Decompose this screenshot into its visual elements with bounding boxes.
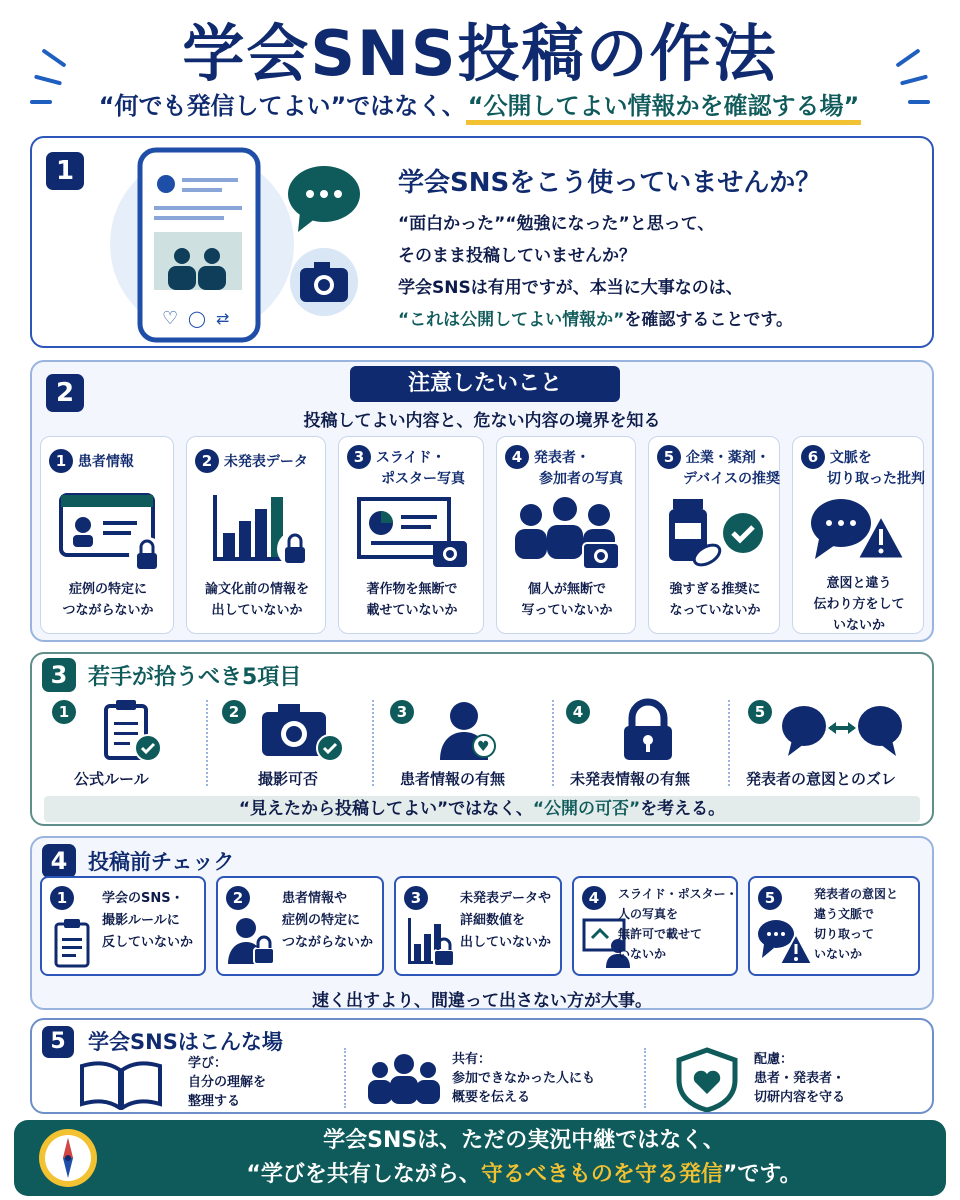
section-number: 3 — [42, 658, 76, 692]
role-text — [754, 1050, 845, 1107]
card-title: 企業・薬剤・ — [685, 450, 770, 466]
card-title-2: 参加者の写真 — [539, 471, 623, 487]
text-line: 詳細数値を — [460, 913, 526, 928]
svg-text:◯: ◯ — [188, 309, 206, 328]
body-tail: を確認することです。 — [624, 310, 793, 330]
text-line: 参加できなかった人にも — [452, 1071, 596, 1086]
text-line: 切研内容を守る — [754, 1090, 846, 1105]
body-line: そのまま投稿していませんか？ — [398, 246, 636, 266]
item-number: 4 — [566, 700, 590, 724]
text-line: 症例の特定に — [282, 913, 361, 928]
people-camera-icon — [509, 493, 625, 577]
padlock-icon — [614, 698, 684, 764]
open-book-icon — [76, 1058, 166, 1110]
text-line: 切り取って — [814, 927, 875, 941]
caution-card — [496, 436, 636, 634]
precheck-card — [572, 876, 738, 976]
divider — [728, 700, 730, 786]
conclusion-banner — [14, 1120, 946, 1196]
desc-line: 写っていないか — [521, 603, 613, 618]
desc-line: 意図と違う — [826, 576, 892, 591]
card-number: 4 — [582, 886, 606, 910]
section-1-heading: 学会SNSをこう使っていませんか？ — [398, 168, 822, 198]
section-number: 5 — [42, 1026, 74, 1058]
desc-line: 伝わり方をして — [813, 597, 905, 612]
card-number: 3 — [404, 886, 428, 910]
desc-line: いないか — [832, 618, 885, 633]
card-title: 未発表データ — [223, 454, 308, 470]
text-line: 反していないか — [102, 935, 194, 950]
card-title: 患者情報 — [77, 454, 134, 470]
banner-part: “見えたから投稿してよい”ではなく、 — [238, 799, 533, 819]
card-text — [460, 888, 551, 954]
desc-line: 症例の特定に — [68, 582, 147, 597]
item-label: 発表者の意図とのズレ — [746, 770, 897, 788]
card-text — [102, 888, 193, 954]
text-line: 学び： — [188, 1056, 228, 1071]
card-text — [814, 884, 898, 964]
item-number: 5 — [748, 700, 772, 724]
section-number: 1 — [46, 152, 84, 190]
card-title: 文脈を — [829, 450, 872, 466]
svg-text:⇄: ⇄ — [216, 309, 230, 328]
camera-check-icon — [258, 698, 354, 764]
text-line: 人の写真を — [618, 907, 679, 921]
card-number: 2 — [226, 886, 250, 910]
card-title-2: 切り取った批判 — [827, 471, 925, 487]
person-lock-icon — [226, 914, 278, 970]
text-line: いないか — [618, 947, 667, 961]
text-line: 無許可で載せて — [618, 927, 703, 941]
section-5-heading: 学会SNSはこんな場 — [88, 1030, 283, 1054]
subtitle-part-a: “何でも発信してよい”ではなく、 — [98, 92, 466, 120]
card-title: スライド・ — [375, 450, 446, 466]
desc-line: 出していないか — [211, 603, 303, 618]
card-title-2: デバイスの推奨 — [683, 471, 781, 487]
item-number: 3 — [390, 700, 414, 724]
section-3-heading: 若手が拾うべき5項目 — [88, 665, 302, 690]
speech-warning-icon — [756, 914, 812, 970]
section-3-banner — [44, 796, 920, 822]
card-number: 1 — [49, 449, 73, 473]
item-label: 撮影可否 — [258, 770, 319, 788]
item-label: 患者情報の有無 — [400, 770, 506, 788]
caution-card — [186, 436, 326, 634]
card-text — [618, 884, 738, 964]
text-line: 撮影ルールに — [102, 913, 180, 928]
body-line: 学会SNSは有用ですが、本当に大事なのは、 — [398, 278, 743, 298]
text-line: 配慮： — [754, 1052, 794, 1067]
text-line: 患者・発表者・ — [754, 1071, 846, 1086]
caution-card — [648, 436, 780, 634]
section-2-banner: 注意したいこと — [350, 366, 620, 402]
text-line: 違う文脈で — [814, 907, 875, 921]
divider — [344, 1048, 346, 1108]
person-heart-icon — [430, 698, 510, 764]
text-line: いないか — [814, 947, 863, 961]
clipboard-check-icon — [88, 698, 174, 764]
card-number: 2 — [195, 449, 219, 473]
conclusion-emphasis: 守るべきものを守る発信 — [480, 1162, 723, 1187]
bar-chart-lock-icon — [205, 491, 315, 575]
chart-lock-icon — [404, 914, 456, 970]
item-label: 未発表情報の有無 — [570, 770, 691, 788]
divider — [206, 700, 208, 786]
speech-warning-icon — [805, 493, 915, 573]
desc-line: 強すぎる推奨に — [669, 582, 761, 597]
caution-card — [338, 436, 484, 634]
body-emphasis: “これは公開してよい情報か” — [398, 310, 625, 330]
desc-line: なっていないか — [669, 603, 761, 618]
compass-icon — [36, 1126, 100, 1190]
caution-card — [792, 436, 924, 634]
pill-check-icon — [663, 493, 769, 577]
speech-arrows-icon — [782, 700, 902, 760]
desc-line: 論文化前の情報を — [204, 582, 309, 597]
section-1-body — [398, 208, 793, 336]
card-desc — [793, 573, 925, 636]
section-1 — [30, 136, 934, 348]
text-line: つながらないか — [282, 935, 374, 950]
subtitle-highlight: “公開してよい情報かを確認する場” — [466, 92, 862, 125]
text-line: 発表者の意図と — [814, 887, 899, 901]
card-desc — [41, 579, 175, 621]
item-number: 2 — [222, 700, 246, 724]
shield-heart-icon — [672, 1046, 742, 1112]
smartphone-post-illustration — [102, 144, 402, 344]
text-line: スライド・ポスター・ — [618, 887, 738, 901]
text-line: 自分の理解を — [188, 1075, 267, 1090]
section-number: 2 — [46, 374, 84, 412]
card-desc — [339, 579, 485, 621]
conclusion-part: “学びを共有しながら、 — [246, 1162, 481, 1187]
precheck-card — [40, 876, 206, 976]
section-number: 4 — [42, 844, 76, 878]
card-desc — [649, 579, 781, 621]
divider — [644, 1048, 646, 1108]
desc-line: つながらないか — [62, 603, 154, 618]
text-line: 共有： — [452, 1052, 492, 1067]
text-line: 整理する — [188, 1094, 241, 1109]
page-subtitle — [0, 86, 960, 121]
card-desc — [187, 579, 327, 621]
card-number: 5 — [758, 886, 782, 910]
precheck-card — [748, 876, 920, 976]
body-line: “面白かった”“勉強になった”と思って、 — [398, 214, 715, 234]
conclusion-line: 学会SNSは、ただの実況中継ではなく、 — [323, 1128, 725, 1153]
card-number: 3 — [347, 445, 371, 469]
banner-part: を考える。 — [640, 799, 726, 819]
caution-card — [40, 436, 174, 634]
id-card-lock-icon — [55, 491, 165, 575]
conclusion-part: ”です。 — [722, 1162, 802, 1187]
card-number: 4 — [505, 445, 529, 469]
desc-line: 個人が無断で — [527, 582, 606, 597]
svg-text:♥: ♥ — [477, 739, 490, 755]
section-5 — [30, 1018, 934, 1114]
text-line: 概要を伝える — [452, 1090, 531, 1105]
desc-line: 載せていないか — [366, 603, 458, 618]
role-text — [452, 1050, 595, 1107]
section-4-heading: 投稿前チェック — [88, 850, 235, 874]
precheck-card — [216, 876, 384, 976]
card-title-2: ポスター写真 — [381, 471, 465, 487]
card-title: 発表者・ — [533, 450, 590, 466]
item-number: 1 — [52, 700, 76, 724]
text-line: 患者情報や — [282, 891, 348, 906]
section-2-lead: 投稿してよい内容と、危ない内容の境界を知る — [303, 411, 661, 431]
clipboard-icon — [52, 916, 92, 968]
text-line: 未発表データや — [460, 891, 552, 906]
section-4-footer: 速く出すより、間違って出さない方が大事。 — [312, 991, 652, 1011]
role-text — [188, 1054, 266, 1111]
card-number: 6 — [801, 445, 825, 469]
divider — [552, 700, 554, 786]
item-label: 公式ルール — [74, 770, 149, 788]
card-number: 5 — [657, 445, 681, 469]
slide-camera-icon — [355, 491, 471, 575]
desc-line: 著作物を無断で — [366, 582, 458, 597]
page-title: 学会SNS投稿の作法 — [182, 17, 778, 90]
card-number: 1 — [50, 886, 74, 910]
text-line: 出していないか — [460, 935, 552, 950]
conclusion-text — [114, 1124, 934, 1192]
card-text — [282, 888, 373, 954]
card-desc — [497, 579, 637, 621]
precheck-card — [394, 876, 562, 976]
group-icon — [364, 1050, 444, 1108]
text-line: 学会のSNS・ — [102, 891, 184, 906]
svg-text:♡: ♡ — [162, 308, 179, 329]
divider — [372, 700, 374, 786]
banner-emphasis: “公開の可否” — [532, 799, 641, 819]
